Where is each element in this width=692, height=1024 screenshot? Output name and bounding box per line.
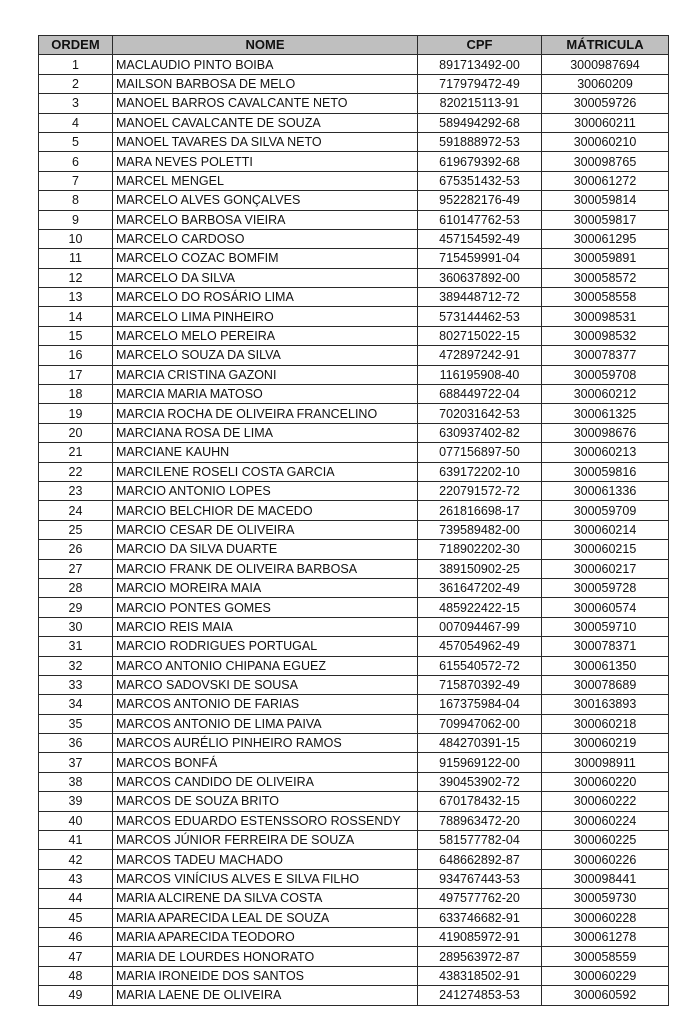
cpf-cell: 639172202-10 bbox=[418, 462, 542, 481]
cpf-cell: 702031642-53 bbox=[418, 404, 542, 423]
cpf-cell: 289563972-87 bbox=[418, 947, 542, 966]
ordem-cell: 16 bbox=[39, 346, 113, 365]
table-row bbox=[39, 637, 669, 656]
matricula-cell: 300058572 bbox=[542, 268, 669, 287]
table-row bbox=[39, 753, 669, 772]
table-row bbox=[39, 578, 669, 597]
matricula-cell: 300060210 bbox=[542, 132, 669, 151]
matricula-cell: 300058558 bbox=[542, 288, 669, 307]
header-ordem: ORDEM bbox=[39, 36, 113, 55]
ordem-cell: 8 bbox=[39, 191, 113, 210]
table-row bbox=[39, 927, 669, 946]
nome-cell: MARCO SADOVSKI DE SOUSA bbox=[113, 675, 418, 694]
matricula-cell: 300060592 bbox=[542, 986, 669, 1005]
matricula-cell: 300059726 bbox=[542, 94, 669, 113]
ordem-cell: 39 bbox=[39, 792, 113, 811]
ordem-cell: 44 bbox=[39, 889, 113, 908]
ordem-cell: 41 bbox=[39, 831, 113, 850]
table-row bbox=[39, 171, 669, 190]
matricula-cell: 300059710 bbox=[542, 617, 669, 636]
ordem-cell: 31 bbox=[39, 637, 113, 656]
nome-cell: MANOEL BARROS CAVALCANTE NETO bbox=[113, 94, 418, 113]
cpf-cell: 739589482-00 bbox=[418, 520, 542, 539]
nome-cell: MARCIO ANTONIO LOPES bbox=[113, 481, 418, 500]
cpf-cell: 619679392-68 bbox=[418, 152, 542, 171]
ordem-cell: 21 bbox=[39, 443, 113, 462]
table-row bbox=[39, 889, 669, 908]
nome-cell: MARCELO DA SILVA bbox=[113, 268, 418, 287]
matricula-cell: 300060215 bbox=[542, 540, 669, 559]
nome-cell: MARCELO LIMA PINHEIRO bbox=[113, 307, 418, 326]
nome-cell: MARCIO REIS MAIA bbox=[113, 617, 418, 636]
cpf-cell: 715459991-04 bbox=[418, 249, 542, 268]
cpf-cell: 485922422-15 bbox=[418, 598, 542, 617]
cpf-cell: 573144462-53 bbox=[418, 307, 542, 326]
matricula-cell: 300078371 bbox=[542, 637, 669, 656]
table-row bbox=[39, 540, 669, 559]
cpf-cell: 610147762-53 bbox=[418, 210, 542, 229]
matricula-cell: 3000987694 bbox=[542, 55, 669, 74]
table-row bbox=[39, 869, 669, 888]
ordem-cell: 17 bbox=[39, 365, 113, 384]
ordem-cell: 46 bbox=[39, 927, 113, 946]
ordem-cell: 4 bbox=[39, 113, 113, 132]
ordem-cell: 13 bbox=[39, 288, 113, 307]
nome-cell: MARCOS ANTONIO DE FARIAS bbox=[113, 695, 418, 714]
nome-cell: MARCIO CESAR DE OLIVEIRA bbox=[113, 520, 418, 539]
cpf-cell: 261816698-17 bbox=[418, 501, 542, 520]
cpf-cell: 390453902-72 bbox=[418, 772, 542, 791]
cpf-cell: 167375984-04 bbox=[418, 695, 542, 714]
table-row bbox=[39, 695, 669, 714]
table-row bbox=[39, 210, 669, 229]
ordem-cell: 18 bbox=[39, 385, 113, 404]
nome-cell: MARIA DE LOURDES HONORATO bbox=[113, 947, 418, 966]
nome-cell: MARCIO BELCHIOR DE MACEDO bbox=[113, 501, 418, 520]
nome-cell: MARA NEVES POLETTI bbox=[113, 152, 418, 171]
nome-cell: MARCELO SOUZA DA SILVA bbox=[113, 346, 418, 365]
matricula-cell: 300059816 bbox=[542, 462, 669, 481]
ordem-cell: 26 bbox=[39, 540, 113, 559]
cpf-cell: 438318502-91 bbox=[418, 966, 542, 985]
matricula-cell: 300098532 bbox=[542, 326, 669, 345]
table-row bbox=[39, 132, 669, 151]
nome-cell: MARCELO COZAC BOMFIM bbox=[113, 249, 418, 268]
table-row bbox=[39, 113, 669, 132]
ordem-cell: 9 bbox=[39, 210, 113, 229]
nome-cell: MARCOS TADEU MACHADO bbox=[113, 850, 418, 869]
matricula-cell: 300061350 bbox=[542, 656, 669, 675]
nome-cell: MANOEL CAVALCANTE DE SOUZA bbox=[113, 113, 418, 132]
table-row bbox=[39, 501, 669, 520]
nome-cell: MACLAUDIO PINTO BOIBA bbox=[113, 55, 418, 74]
table-row bbox=[39, 792, 669, 811]
matricula-cell: 300058559 bbox=[542, 947, 669, 966]
nome-cell: MARCOS DE SOUZA BRITO bbox=[113, 792, 418, 811]
table-row bbox=[39, 675, 669, 694]
ordem-cell: 23 bbox=[39, 481, 113, 500]
table-row bbox=[39, 55, 669, 74]
nome-cell: MARCELO CARDOSO bbox=[113, 229, 418, 248]
nome-cell: MAILSON BARBOSA DE MELO bbox=[113, 74, 418, 93]
matricula-cell: 300059709 bbox=[542, 501, 669, 520]
nome-cell: MARCOS BONFÁ bbox=[113, 753, 418, 772]
table-row bbox=[39, 462, 669, 481]
nome-cell: MARCOS VINÍCIUS ALVES E SILVA FILHO bbox=[113, 869, 418, 888]
cpf-cell: 497577762-20 bbox=[418, 889, 542, 908]
ordem-cell: 15 bbox=[39, 326, 113, 345]
matricula-cell: 300060213 bbox=[542, 443, 669, 462]
cpf-cell: 802715022-15 bbox=[418, 326, 542, 345]
ordem-cell: 34 bbox=[39, 695, 113, 714]
header-row bbox=[39, 36, 669, 55]
matricula-cell: 300078689 bbox=[542, 675, 669, 694]
nome-cell: MARCIA ROCHA DE OLIVEIRA FRANCELINO bbox=[113, 404, 418, 423]
nome-cell: MARCOS JÚNIOR FERREIRA DE SOUZA bbox=[113, 831, 418, 850]
table-row bbox=[39, 346, 669, 365]
cpf-cell: 670178432-15 bbox=[418, 792, 542, 811]
nome-cell: MARCIO DA SILVA DUARTE bbox=[113, 540, 418, 559]
matricula-cell: 300061325 bbox=[542, 404, 669, 423]
table-row bbox=[39, 617, 669, 636]
cpf-cell: 718902202-30 bbox=[418, 540, 542, 559]
nome-cell: MARCOS CANDIDO DE OLIVEIRA bbox=[113, 772, 418, 791]
table-row bbox=[39, 520, 669, 539]
table-row bbox=[39, 307, 669, 326]
ordem-cell: 48 bbox=[39, 966, 113, 985]
cpf-cell: 715870392-49 bbox=[418, 675, 542, 694]
table-row bbox=[39, 94, 669, 113]
nome-cell: MARCELO BARBOSA VIEIRA bbox=[113, 210, 418, 229]
nome-cell: MARCOS AURÉLIO PINHEIRO RAMOS bbox=[113, 734, 418, 753]
matricula-cell: 300098911 bbox=[542, 753, 669, 772]
matricula-cell: 300060226 bbox=[542, 850, 669, 869]
ordem-cell: 10 bbox=[39, 229, 113, 248]
ordem-cell: 1 bbox=[39, 55, 113, 74]
nome-cell: MARCELO ALVES GONÇALVES bbox=[113, 191, 418, 210]
cpf-cell: 389150902-25 bbox=[418, 559, 542, 578]
table-row bbox=[39, 986, 669, 1005]
ordem-cell: 47 bbox=[39, 947, 113, 966]
ordem-cell: 12 bbox=[39, 268, 113, 287]
nome-cell: MARCIA CRISTINA GAZONI bbox=[113, 365, 418, 384]
table-row bbox=[39, 443, 669, 462]
matricula-cell: 300060224 bbox=[542, 811, 669, 830]
nome-cell: MARCIO RODRIGUES PORTUGAL bbox=[113, 637, 418, 656]
table-body bbox=[39, 55, 669, 1005]
table-row bbox=[39, 365, 669, 384]
nome-cell: MARCOS ANTONIO DE LIMA PAIVA bbox=[113, 714, 418, 733]
nome-cell: MARIA LAENE DE OLIVEIRA bbox=[113, 986, 418, 1005]
table-header bbox=[39, 36, 669, 55]
cpf-cell: 241274853-53 bbox=[418, 986, 542, 1005]
ordem-cell: 40 bbox=[39, 811, 113, 830]
header-nome: NOME bbox=[113, 36, 418, 55]
header-cpf: CPF bbox=[418, 36, 542, 55]
ordem-cell: 14 bbox=[39, 307, 113, 326]
header-matricula: MÁTRICULA bbox=[542, 36, 669, 55]
cpf-cell: 934767443-53 bbox=[418, 869, 542, 888]
matricula-cell: 300098531 bbox=[542, 307, 669, 326]
cpf-cell: 007094467-99 bbox=[418, 617, 542, 636]
cpf-cell: 484270391-15 bbox=[418, 734, 542, 753]
table-row bbox=[39, 656, 669, 675]
cpf-cell: 457054962-49 bbox=[418, 637, 542, 656]
table-row bbox=[39, 734, 669, 753]
cpf-cell: 915969122-00 bbox=[418, 753, 542, 772]
table-row bbox=[39, 908, 669, 927]
cpf-cell: 581577782-04 bbox=[418, 831, 542, 850]
nome-cell: MARIA APARECIDA LEAL DE SOUZA bbox=[113, 908, 418, 927]
ordem-cell: 38 bbox=[39, 772, 113, 791]
table-row bbox=[39, 74, 669, 93]
matricula-cell: 30060209 bbox=[542, 74, 669, 93]
matricula-cell: 300061272 bbox=[542, 171, 669, 190]
ordem-cell: 22 bbox=[39, 462, 113, 481]
matricula-cell: 300060218 bbox=[542, 714, 669, 733]
matricula-cell: 300060574 bbox=[542, 598, 669, 617]
table-row bbox=[39, 423, 669, 442]
ordem-cell: 25 bbox=[39, 520, 113, 539]
ordem-cell: 11 bbox=[39, 249, 113, 268]
ordem-cell: 49 bbox=[39, 986, 113, 1005]
nome-cell: MARIA IRONEIDE DOS SANTOS bbox=[113, 966, 418, 985]
matricula-cell: 300078377 bbox=[542, 346, 669, 365]
nome-cell: MARCIANA ROSA DE LIMA bbox=[113, 423, 418, 442]
ordem-cell: 35 bbox=[39, 714, 113, 733]
table-row bbox=[39, 481, 669, 500]
cpf-cell: 615540572-72 bbox=[418, 656, 542, 675]
table-row bbox=[39, 831, 669, 850]
nome-cell: MARCIA MARIA MATOSO bbox=[113, 385, 418, 404]
table-row bbox=[39, 559, 669, 578]
matricula-cell: 300059891 bbox=[542, 249, 669, 268]
cpf-cell: 648662892-87 bbox=[418, 850, 542, 869]
nome-cell: MARIA APARECIDA TEODORO bbox=[113, 927, 418, 946]
table-row bbox=[39, 268, 669, 287]
ordem-cell: 30 bbox=[39, 617, 113, 636]
matricula-cell: 300060228 bbox=[542, 908, 669, 927]
cpf-cell: 675351432-53 bbox=[418, 171, 542, 190]
matricula-cell: 300061336 bbox=[542, 481, 669, 500]
nome-cell: MARCILENE ROSELI COSTA GARCIA bbox=[113, 462, 418, 481]
ordem-cell: 5 bbox=[39, 132, 113, 151]
ordem-cell: 33 bbox=[39, 675, 113, 694]
ordem-cell: 6 bbox=[39, 152, 113, 171]
matricula-cell: 300163893 bbox=[542, 695, 669, 714]
cpf-cell: 389448712-72 bbox=[418, 288, 542, 307]
table-row bbox=[39, 385, 669, 404]
nome-cell: MARCEL MENGEL bbox=[113, 171, 418, 190]
matricula-cell: 300060214 bbox=[542, 520, 669, 539]
ordem-cell: 3 bbox=[39, 94, 113, 113]
cpf-cell: 591888972-53 bbox=[418, 132, 542, 151]
cpf-cell: 457154592-49 bbox=[418, 229, 542, 248]
cpf-cell: 077156897-50 bbox=[418, 443, 542, 462]
ordem-cell: 19 bbox=[39, 404, 113, 423]
table-row bbox=[39, 249, 669, 268]
roster-table bbox=[38, 35, 669, 1006]
ordem-cell: 36 bbox=[39, 734, 113, 753]
matricula-cell: 300059817 bbox=[542, 210, 669, 229]
cpf-cell: 360637892-00 bbox=[418, 268, 542, 287]
nome-cell: MARCIANE KAUHN bbox=[113, 443, 418, 462]
cpf-cell: 589494292-68 bbox=[418, 113, 542, 132]
table-row bbox=[39, 714, 669, 733]
ordem-cell: 2 bbox=[39, 74, 113, 93]
nome-cell: MARCOS EDUARDO ESTENSSORO ROSSENDY bbox=[113, 811, 418, 830]
cpf-cell: 891713492-00 bbox=[418, 55, 542, 74]
table-row bbox=[39, 191, 669, 210]
matricula-cell: 300059708 bbox=[542, 365, 669, 384]
matricula-cell: 300059730 bbox=[542, 889, 669, 908]
table-row bbox=[39, 947, 669, 966]
ordem-cell: 28 bbox=[39, 578, 113, 597]
table-row bbox=[39, 152, 669, 171]
nome-cell: MARCIO PONTES GOMES bbox=[113, 598, 418, 617]
table-row bbox=[39, 598, 669, 617]
table-row bbox=[39, 850, 669, 869]
matricula-cell: 300061295 bbox=[542, 229, 669, 248]
table-row bbox=[39, 772, 669, 791]
matricula-cell: 300060220 bbox=[542, 772, 669, 791]
cpf-cell: 820215113-91 bbox=[418, 94, 542, 113]
matricula-cell: 300060222 bbox=[542, 792, 669, 811]
table-row bbox=[39, 326, 669, 345]
cpf-cell: 220791572-72 bbox=[418, 481, 542, 500]
matricula-cell: 300059814 bbox=[542, 191, 669, 210]
matricula-cell: 300061278 bbox=[542, 927, 669, 946]
matricula-cell: 300060211 bbox=[542, 113, 669, 132]
table-row bbox=[39, 811, 669, 830]
nome-cell: MANOEL TAVARES DA SILVA NETO bbox=[113, 132, 418, 151]
matricula-cell: 300060212 bbox=[542, 385, 669, 404]
cpf-cell: 709947062-00 bbox=[418, 714, 542, 733]
table-row bbox=[39, 288, 669, 307]
nome-cell: MARCIO MOREIRA MAIA bbox=[113, 578, 418, 597]
ordem-cell: 7 bbox=[39, 171, 113, 190]
nome-cell: MARCO ANTONIO CHIPANA EGUEZ bbox=[113, 656, 418, 675]
matricula-cell: 300098441 bbox=[542, 869, 669, 888]
cpf-cell: 788963472-20 bbox=[418, 811, 542, 830]
ordem-cell: 43 bbox=[39, 869, 113, 888]
ordem-cell: 45 bbox=[39, 908, 113, 927]
cpf-cell: 630937402-82 bbox=[418, 423, 542, 442]
matricula-cell: 300098765 bbox=[542, 152, 669, 171]
matricula-cell: 300098676 bbox=[542, 423, 669, 442]
nome-cell: MARCELO DO ROSÁRIO LIMA bbox=[113, 288, 418, 307]
cpf-cell: 952282176-49 bbox=[418, 191, 542, 210]
table-row bbox=[39, 404, 669, 423]
cpf-cell: 472897242-91 bbox=[418, 346, 542, 365]
nome-cell: MARIA ALCIRENE DA SILVA COSTA bbox=[113, 889, 418, 908]
ordem-cell: 20 bbox=[39, 423, 113, 442]
ordem-cell: 32 bbox=[39, 656, 113, 675]
ordem-cell: 37 bbox=[39, 753, 113, 772]
table-row bbox=[39, 966, 669, 985]
cpf-cell: 419085972-91 bbox=[418, 927, 542, 946]
ordem-cell: 29 bbox=[39, 598, 113, 617]
nome-cell: MARCELO MELO PEREIRA bbox=[113, 326, 418, 345]
matricula-cell: 300060225 bbox=[542, 831, 669, 850]
ordem-cell: 24 bbox=[39, 501, 113, 520]
table-row bbox=[39, 229, 669, 248]
cpf-cell: 688449722-04 bbox=[418, 385, 542, 404]
nome-cell: MARCIO FRANK DE OLIVEIRA BARBOSA bbox=[113, 559, 418, 578]
cpf-cell: 717979472-49 bbox=[418, 74, 542, 93]
ordem-cell: 27 bbox=[39, 559, 113, 578]
ordem-cell: 42 bbox=[39, 850, 113, 869]
matricula-cell: 300060217 bbox=[542, 559, 669, 578]
cpf-cell: 361647202-49 bbox=[418, 578, 542, 597]
matricula-cell: 300059728 bbox=[542, 578, 669, 597]
matricula-cell: 300060229 bbox=[542, 966, 669, 985]
cpf-cell: 633746682-91 bbox=[418, 908, 542, 927]
matricula-cell: 300060219 bbox=[542, 734, 669, 753]
cpf-cell: 116195908-40 bbox=[418, 365, 542, 384]
